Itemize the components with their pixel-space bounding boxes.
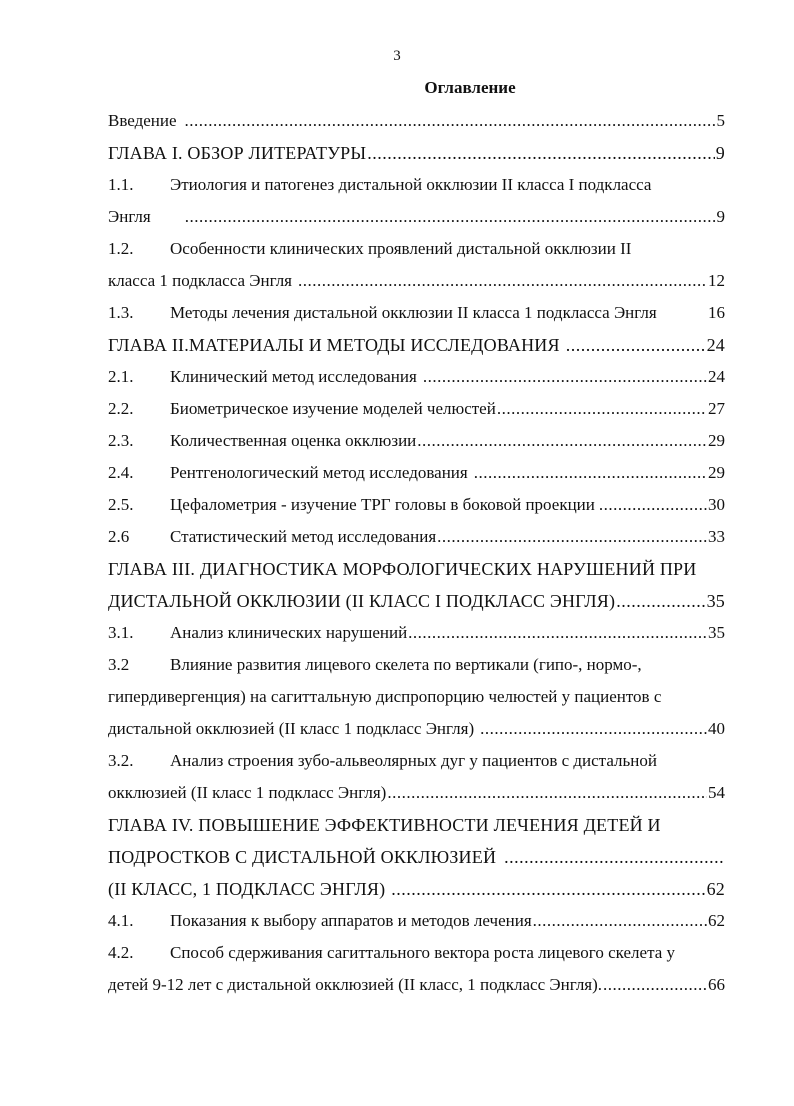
toc-entry-title: ГЛАВА I. ОБЗОР ЛИТЕРАТУРЫ [108,143,367,163]
toc-entry-3-2a-cont[interactable] [108,685,725,709]
toc-entry-page: 35 [708,623,725,642]
toc-entry-number: 3.1. [108,623,134,642]
toc-entry-2-6[interactable] [108,525,725,549]
toc-entry-page: 30 [708,495,725,514]
toc-entry-intro[interactable] [108,109,725,133]
toc-entry-number: 3.2 [108,655,130,674]
dot-leader [298,269,707,293]
dot-leader [504,845,724,869]
toc-entry-title: Статистический метод исследования [170,527,437,546]
toc-entry-number: 2.4. [108,463,134,482]
toc-entry-title: Цефалометрия - изучение ТРГ головы в боковой проекции [170,495,595,514]
dot-leader [616,589,705,613]
toc-entry-page: 16 [708,303,725,322]
toc-entry-title: дистальной окклюзией (II класс 1 подкласс Энгля) [108,719,475,738]
toc-entry-page: 62 [706,879,725,899]
toc-entry-4-1[interactable] [108,909,725,933]
dot-leader [533,909,707,933]
toc-entry-title: Показания к выбору аппаратов и методов лечения [170,911,532,930]
toc-entry-3-1[interactable] [108,621,725,645]
toc-entry-2-5[interactable] [108,493,725,517]
toc-entry-2-1[interactable] [108,365,725,389]
dot-leader [437,525,707,549]
toc-entry-3-2b-cont[interactable] [108,781,725,805]
toc-entry-title: ГЛАВА II.МАТЕРИАЛЫ И МЕТОДЫ ИССЛЕДОВАНИЯ [108,335,560,355]
dot-leader [603,973,707,997]
dot-leader [185,205,716,229]
toc-entry-title: Этиология и патогенез дистальной окклюзии II класса I подкласса [170,175,652,194]
toc-entry-number: 3.2. [108,751,134,770]
toc-entry-title: Методы лечения дистальной окклюзии II класса 1 подкласса Энгля [170,303,657,322]
toc-entry-title: Особенности клинических проявлений дистальной окклюзии II [170,239,632,258]
toc-entry-1-1[interactable] [108,173,725,197]
toc-entry-number: 1.3. [108,303,134,322]
toc-entry-title: Способ сдерживания сагиттального вектора роста лицевого скелета у [170,943,675,962]
toc-entry-4-2[interactable] [108,941,725,965]
toc-entry-page: 24 [706,335,725,355]
toc-entry-chapter-4-cont[interactable] [108,845,725,869]
toc-entry-1-2[interactable] [108,237,725,261]
dot-leader [480,717,707,741]
toc-entry-title: Влияние развития лицевого скелета по вертикали (гипо-, нормо-, [170,655,642,674]
toc-entry-number: 4.1. [108,911,134,930]
dot-leader [423,365,707,389]
toc-entry-title: Рентгенологический метод исследования [170,463,468,482]
toc-entry-title: окклюзией (II класс 1 подкласс Энгля) [108,783,387,802]
toc-entry-page: 40 [708,719,725,738]
toc-entry-number: 2.6 [108,527,130,546]
page-number: 3 [393,48,401,64]
toc-entry-1-2-cont[interactable] [108,269,725,293]
toc-entry-page: 54 [708,783,725,802]
toc-entry-3-2a[interactable] [108,653,725,677]
dot-leader [474,461,707,485]
toc-entry-page: 12 [708,271,725,290]
toc-entry-chapter-2[interactable] [108,333,725,357]
toc-entry-3-2a-cont2[interactable] [108,717,725,741]
toc-entry-page: 35 [706,591,725,611]
toc-entry-title: Анализ строения зубо-альвеолярных дуг у пациентов с дистальной [170,751,657,770]
toc-entry-page: 27 [708,399,725,418]
toc-entry-title: гипердивергенция) на сагиттальную диспропорцию челюстей у пациентов с [108,687,662,706]
toc-entry-page: 24 [708,367,725,386]
toc-entry-2-3[interactable] [108,429,725,453]
dot-leader [391,877,705,901]
toc-entry-title: ПОДРОСТКОВ С ДИСТАЛЬНОЙ ОККЛЮЗИЕЙ [108,847,497,867]
toc-entry-number: 2.5. [108,495,134,514]
toc-entry-title: детей 9-12 лет с дистальной окклюзией (II класс, 1 подкласс Энгля). [108,975,603,994]
toc-entry-title: ГЛАВА IV. ПОВЫШЕНИЕ ЭФФЕКТИВНОСТИ ЛЕЧЕНИЯ ДЕТЕЙ И [108,815,661,835]
toc-entry-2-4[interactable] [108,461,725,485]
toc-entry-1-3[interactable] [108,301,725,325]
dot-leader [566,333,706,357]
toc-entry-page: 62 [708,911,725,930]
toc-entry-page: 9 [715,143,725,163]
toc-entry-2-2[interactable] [108,397,725,421]
toc-entry-title: Клинический метод исследования [170,367,417,386]
toc-entry-title: Введение [108,111,177,130]
toc-entry-page: 9 [716,207,725,226]
toc-entry-title: (II КЛАСС, 1 ПОДКЛАСС ЭНГЛЯ) [108,879,386,899]
toc-entry-title: класса 1 подкласса Энгля [108,271,293,290]
toc-entry-title: Энгля [108,207,151,226]
toc-entry-number: 2.2. [108,399,134,418]
toc-entry-page: 29 [708,431,725,450]
dot-leader [185,109,716,133]
toc-entry-number: 2.3. [108,431,134,450]
toc-entry-chapter-3[interactable] [108,557,725,581]
toc-entry-4-2-cont[interactable] [108,973,725,997]
toc-entry-title: Биометрическое изучение моделей челюстей [170,399,496,418]
dot-leader [417,429,707,453]
dot-leader [497,397,707,421]
dot-leader [387,781,707,805]
dot-leader [367,141,715,165]
toc-entry-number: 1.1. [108,175,134,194]
toc-entry-chapter-4[interactable] [108,813,725,837]
toc-entry-number: 4.2. [108,943,134,962]
toc-entry-title: ДИСТАЛЬНОЙ ОККЛЮЗИИ (II КЛАСС I ПОДКЛАСС ЭНГЛЯ) [108,591,616,611]
toc-entry-title: ГЛАВА III. ДИАГНОСТИКА МОРФОЛОГИЧЕСКИХ НАРУШЕНИЙ ПРИ [108,559,697,579]
page-title: Оглавление [424,78,516,97]
toc-entry-chapter-4-cont2[interactable] [108,877,725,901]
dot-leader [408,621,707,645]
toc-entry-3-2b[interactable] [108,749,725,773]
toc-entry-page: 5 [716,111,725,130]
toc-entry-page: 33 [708,527,725,546]
dot-leader [599,493,707,517]
toc-entry-chapter-1[interactable] [108,141,725,165]
toc-entry-number: 1.2. [108,239,134,258]
toc-entry-page: 29 [708,463,725,482]
toc-entry-number: 2.1. [108,367,134,386]
toc-entry-chapter-3-cont[interactable] [108,589,725,613]
toc-entry-1-1-cont[interactable] [108,205,725,229]
toc-entry-page: 66 [708,975,725,994]
toc-entry-title: Количественная оценка окклюзии [170,431,417,450]
toc-entry-title: Анализ клинических нарушений [170,623,408,642]
